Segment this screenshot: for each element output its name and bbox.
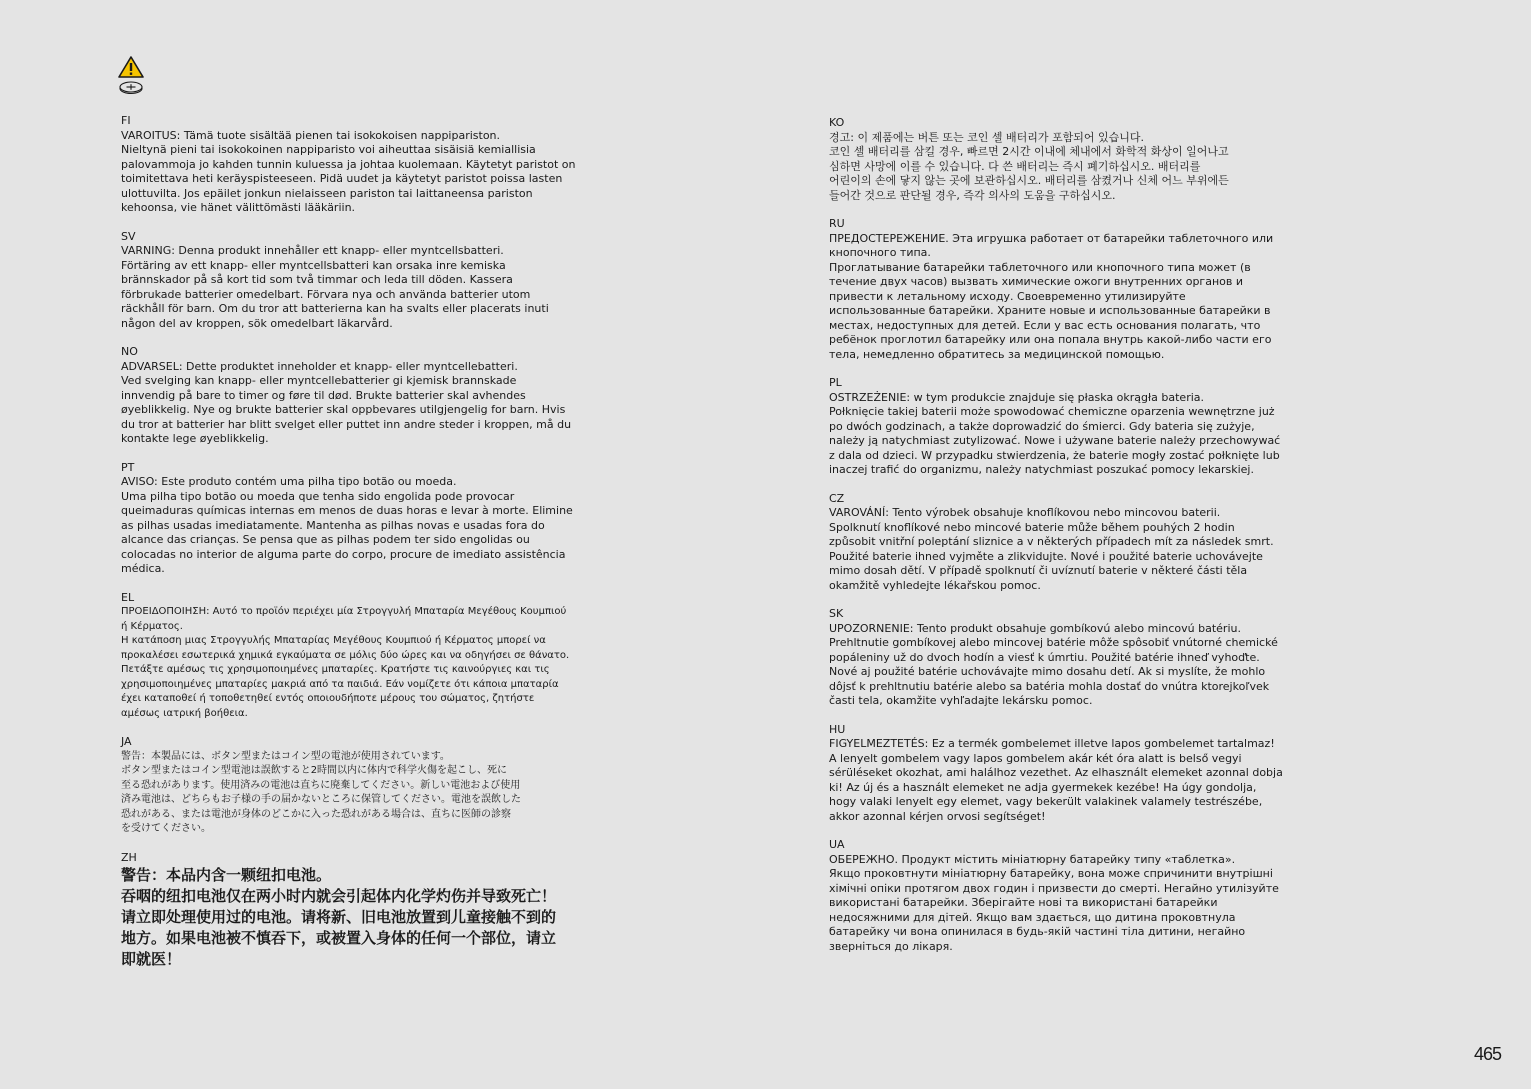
- language-code: JA: [121, 735, 132, 748]
- language-code: NO: [121, 345, 138, 358]
- section-fi: [121, 114, 581, 216]
- language-code: HU: [829, 722, 846, 736]
- warning-text: 警告：本製品には、ボタン型またはコイン型の電池が使用されています。 ボタン型またはコイン型電池は誤飲すると2時間以内に体内で科学火傷を起こし、死に 至る恐れがあります。使用済みの電池は直ちに廃棄してください。新しい電池および使用 済み電池は、どちらもお子様の手の届かないところに保管してください。電池を誤飲した 恐れがある、または電池が身体のどこかに入った恐れがある場合は、直ちに医師の診察 を受けてください。: [121, 750, 521, 834]
- warning-text: ОБЕРЕЖНО. Продукт містить мініатюрну батарейку типу «таблетка». Якщо проковтнути мініатюрну батарейку, вона може спричинити внутрішні хімічні опіки протягом двох годин і призвести до смерті. Негайно утилізуйте використані батарейки. Зберігайте нові та використані батарейки недосяжними для дітей. Якщо вам здається, що дитина проковтнула батарейку чи вона опинилася в будь-якій частині тіла дитини, негайно зверніться до лікаря.: [829, 852, 1279, 953]
- warning-text: ПРЕДОСТЕРЕЖЕНИЕ. Эта игрушка работает от батарейки таблеточного или кнопочного типа. Проглатывание батарейки таблеточного или кнопочного типа может (в течение двух часов) вызвать химические ожоги внутренних органов и привести к летальному исходу. Своевременно утилизируйте использованные батарейки. Храните новые и использованные батарейки в местах, недоступных для детей. Если у вас есть основания полагать, что ребёнок проглотил батарейку или она попала внутрь какой-либо части его тела, немедленно обратитесь за медицинской помощью.: [829, 231, 1274, 361]
- warning-text: ΠΡΟΕΙΔΟΠΟΙΗΣΗ: Αυτό το προϊόν περιέχει μία Στρογγυλή Μπαταρία Μεγέθους Κουμπιού ή Κέρματος. Η κατάποση μιας Στρογγυλής Μπαταρίας Μεγέθους Κουμπιού ή Κέρματος μπορεί να προκαλέσει εσωτερικά χημικά εγκαύματα σε μόλις δύο ώρες και να οδηγήσει σε θάνατο. Πετάξτε αμέσως τις χρησιμοποιημένες μπαταρίες. Κρατήστε τις καινούργιες και τις χρησιμοποιημένες μπαταρίες μακριά από τα παιδιά. Εάν νομίζετε ότι κάποια μπαταρία έχει καταποθεί ή τοποθετηθεί εντός οποιουδήποτε μέρους του σώματος, ζητήστε αμέσως ιατρική βοήθεια.: [121, 606, 570, 719]
- section-no: [121, 345, 581, 447]
- language-code: PT: [121, 460, 135, 474]
- section-ko: [829, 116, 1287, 203]
- section-zh: [121, 851, 581, 971]
- section-ja: [121, 735, 581, 837]
- warning-text: AVISO: Este produto contém uma pilha tipo botão ou moeda. Uma pilha tipo botão ou moeda que tenha sido engolida pode provocar queimaduras químicas internas em menos de duas horas e levar à morte. Elimine as pilhas usadas imediatamente. Mantenha as pilhas novas e usadas fora do alcance das crianças. Se pensa que as pilhas podem ter sido engolidas ou colocadas no interior de alguma parte do corpo, procure de imediato assistência médica.: [121, 475, 573, 575]
- warning-text: OSTRZEŻENIE: w tym produkcie znajduje się płaska okrągła bateria. Połknięcie takiej baterii może spowodować chemiczne oparzenia wewnętrzne już po dwóch godzinach, a także doprowadzić do śmierci. Gdy bateria się zużyje, należy ją natychmiast zutylizować. Nowe i używane baterie należy przechowywać z dala od dzieci. W przypadku stwierdzenia, że baterie mogły zostać połknięte lub inaczej trafić do organizmu, należy natychmiast poszukać pomocy lekarskiej.: [829, 390, 1281, 477]
- left-column: [121, 114, 581, 984]
- language-code: KO: [829, 116, 845, 129]
- language-code: PL: [829, 376, 842, 390]
- coin-battery-icon: [118, 81, 144, 95]
- section-hu: [829, 723, 1287, 825]
- right-column: [829, 116, 1287, 968]
- language-code: SK: [829, 607, 844, 621]
- warning-text: ADVARSEL: Dette produktet inneholder et knapp- eller myntcellebatteri. Ved svelging kan knapp- eller myntcellebatterier gi kjemisk brannskade innvendig på bare to timer og føre til død. Brukte batterier skal avhendes øyeblikkelig. Nye og brukte batterier skal oppbevares utilgjengelig for barn. Hvis du tror at batterier har blitt svelget eller puttet inn andre steder i kroppen, må du kontakte lege øyeblikkelig.: [121, 359, 572, 445]
- warning-text: VAROVÁNÍ: Tento výrobek obsahuje knoflíkovou nebo mincovou baterii. Spolknutí knoflíkové nebo mincové baterie může během pouhých 2 hodin způsobit vnitřní poleptání sliznice a v některých případech mít za následek smrt. Použité baterie ihned vyjměte a zlikvidujte. Nové i použité baterie uchovávejte mimo dosah dětí. V případě spolknutí či uvíznutí baterie v některé části těla okamžitě vyhledejte lékařskou pomoc.: [829, 506, 1274, 592]
- warning-triangle-icon: [118, 56, 144, 78]
- page-number: 465: [1473, 1044, 1501, 1064]
- warning-text: VAROITUS: Tämä tuote sisältää pienen tai isokokoisen nappipariston. Nieltynä pieni tai isokokoinen nappiparisto voi aiheuttaa sisäisiä kemiallisia palovammoja jo kahden tunnin kuluessa ja johtaa kuolemaan. Käytetyt paristot on toimitettava heti keräyspisteeseen. Pidä uudet ja käytetyt paristot poissa lasten ulottuvilta. Jos epäilet jonkun nielaisseen pariston tai laittaneensa pariston kehoonsa, vie hänet välittömästi lääkäriin.: [121, 128, 576, 214]
- warning-text: VARNING: Denna produkt innehåller ett knapp- eller myntcellsbatteri. Förtäring av ett knapp- eller myntcellsbatteri kan orsaka inre kemiska brännskador på så kort tid som två timmar och leda till döden. Kassera förbrukade batterier omedelbart. Förvara nya och använda batterier utom räckhåll för barn. Om du tror att batterierna kan ha svalts eller placerats inuti någon del av kroppen, sök omedelbart läkarvård.: [121, 244, 549, 330]
- language-code: EL: [121, 590, 135, 604]
- warning-text: UPOZORNENIE: Tento produkt obsahuje gombíkovú alebo mincovú batériu. Prehltnutie gombíkovej alebo mincovej batérie môže spôsobiť vnútorné chemické popáleniny už do dvoch hodín a viesť k úmrtiu. Použité batérie ihneď vyhoďte. Nové aj použité batérie uchovávajte mimo dosahu detí. Ak si myslíte, že mohlo dôjsť k prehltnutiu batérie alebo sa batéria mohla dostať do vnútra ktorejkoľvek časti tela, okamžite vyhľadajte lekársku pomoc.: [829, 621, 1278, 708]
- language-code: UA: [829, 838, 845, 852]
- language-code: FI: [121, 114, 131, 127]
- language-code: CZ: [829, 491, 845, 505]
- section-ru: [829, 217, 1287, 362]
- section-pt: [121, 461, 581, 577]
- warning-text: 警告：本品内含一颗纽扣电池。 吞咽的纽扣电池仅在两小时内就会引起体内化学灼伤并导致死亡！ 请立即处理使用过的电池。请将新、旧电池放置到儿童接触不到的 地方。如果电池被不慎吞下，或被置入身体的任何一个部位，请立 即就医！: [121, 866, 557, 968]
- section-sv: [121, 230, 581, 332]
- section-ua: [829, 838, 1287, 954]
- warning-text: 경고: 이 제품에는 버튼 또는 코인 셀 배터리가 포함되어 있습니다. 코인 셀 배터리를 삼킬 경우, 빠르면 2시간 이내에 체내에서 화학적 화상이 일어나고 심하면 사망에 이를 수 있습니다. 다 쓴 배터리는 즉시 폐기하십시오. 배터리를 어린이의 손에 닿지 않는 곳에 보관하십시오. 배터리를 삼켰거나 신체 어느 부위에든 들어간 것으로 판단될 경우, 즉각 의사의 도움을 구하십시오.: [829, 130, 1229, 202]
- section-pl: [829, 376, 1287, 478]
- section-cz: [829, 492, 1287, 594]
- language-code: RU: [829, 217, 845, 231]
- language-code: SV: [121, 229, 136, 243]
- warning-text: FIGYELMEZTETÉS: Ez a termék gombelemet illetve lapos gombelemet tartalmaz! A lenyelt gombelem vagy lapos gombelem akár két óra alatt is belső vegyi sérüléseket okozhat, ami halálhoz vezethet. Az elhasznált elemeket azonnal dobja ki! Az új és a használt elemeket ne adja gyermekek kezébe! Ha úgy gondolja, hogy valaki lenyelt egy elemet, vagy bekerült valakinek valamely testrészébe, akkor azonnal kérjen orvosi segítséget!: [829, 737, 1283, 823]
- section-el: [121, 591, 581, 722]
- warning-icons: [118, 56, 144, 95]
- language-code: ZH: [121, 850, 137, 864]
- section-sk: [829, 607, 1287, 709]
